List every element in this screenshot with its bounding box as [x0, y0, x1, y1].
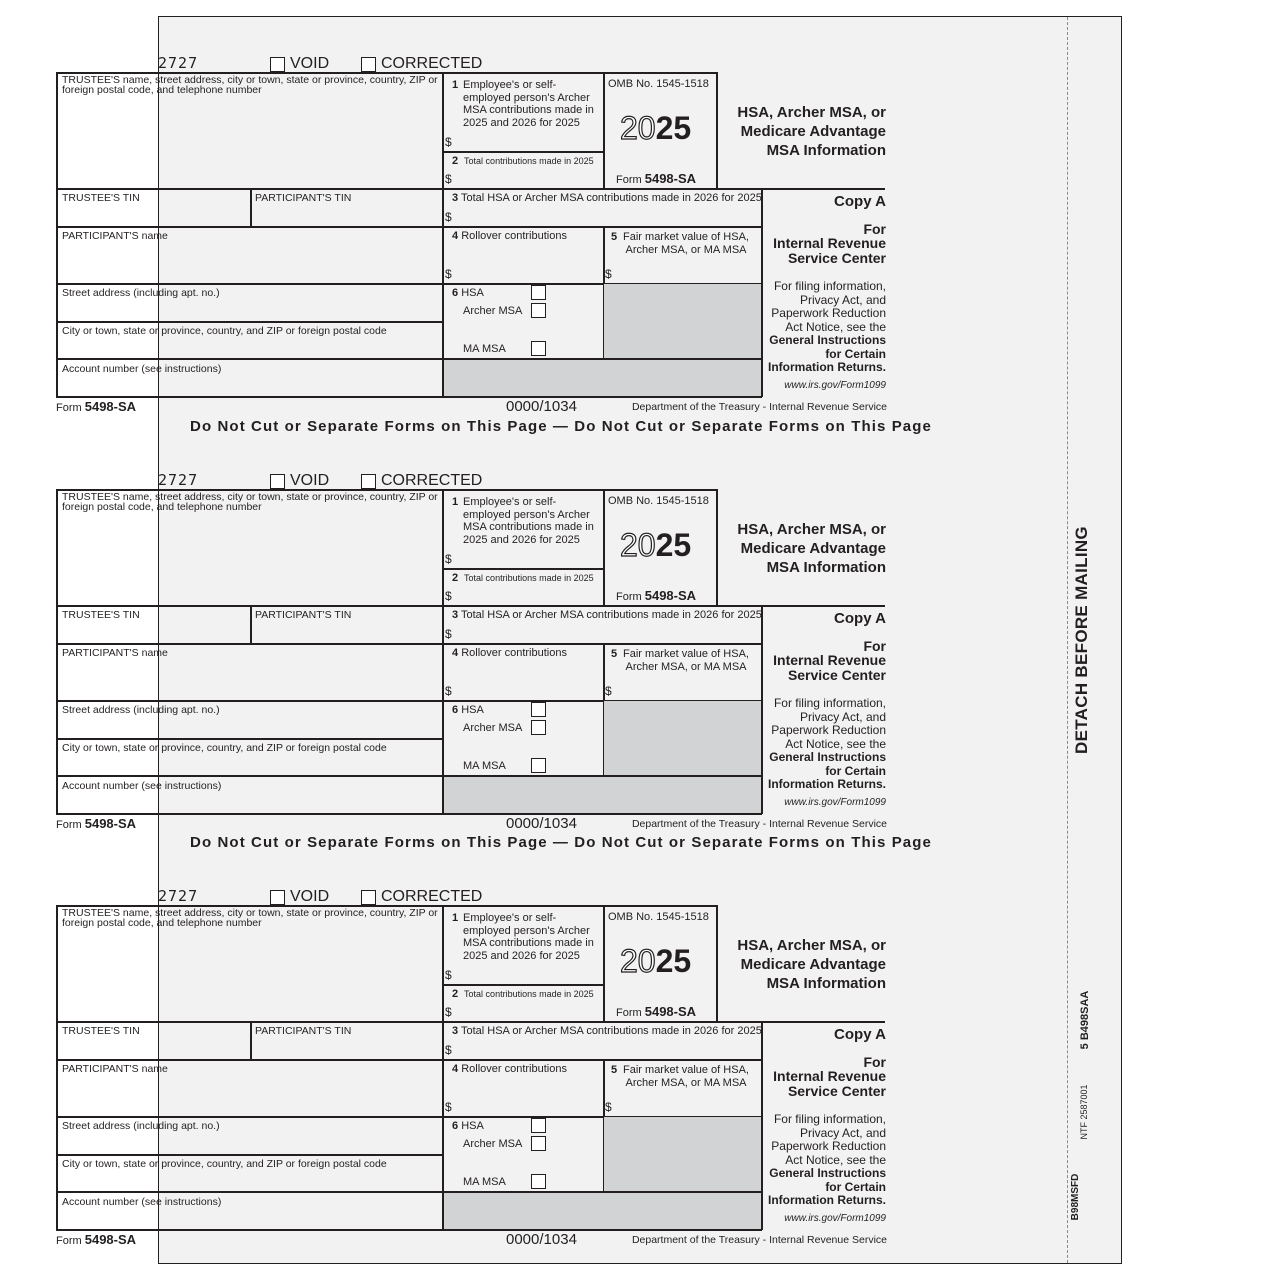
- box2-text: Total contributions made in 2025: [464, 573, 594, 583]
- box2-dollar: $: [445, 1005, 452, 1019]
- filing-notice-text: For filing information, Privacy Act, and Paperwork Reduction Act Notice, see the: [771, 696, 886, 751]
- box3-label: [452, 610, 772, 621]
- trustee-name-label: TRUSTEE'S name, street address, city or town, state or province, country, ZIP or foreign postal code, and telephone number: [62, 907, 438, 929]
- box1-number: 1: [452, 496, 459, 508]
- box2-dollar: $: [445, 172, 452, 186]
- city-label: City or town, state or province, country, and ZIP or foreign postal code: [62, 742, 387, 754]
- shaded-area: [444, 360, 761, 396]
- filing-notice-bold: General Instructions for Certain Information Returns.: [767, 1166, 886, 1207]
- hsa-checkbox[interactable]: [531, 702, 546, 717]
- street-address-label: Street address (including apt. no.): [62, 287, 220, 299]
- box2-number: 2: [452, 572, 459, 584]
- box1-dollar: $: [445, 135, 452, 149]
- side-code-ntf: NTF 2587001: [1079, 1084, 1089, 1140]
- tin-divider: [250, 1021, 252, 1059]
- box6-hsa-label: HSA: [461, 1120, 484, 1132]
- box2-label: [452, 989, 602, 1000]
- irs-center-label: Internal Revenue Service Center: [773, 235, 886, 266]
- void-checkbox[interactable]: [270, 57, 285, 72]
- account-number-field[interactable]: [58, 1209, 440, 1228]
- box4-dollar: $: [445, 684, 452, 698]
- side-code-b498saa: 5 B498SAA: [1079, 990, 1091, 1050]
- catalog-number: 0000/1034: [506, 398, 577, 415]
- archer-msa-checkbox[interactable]: [531, 1136, 546, 1151]
- department-label: Department of the Treasury - Internal Revenue Service: [631, 1234, 887, 1246]
- city-label: City or town, state or province, country, and ZIP or foreign postal code: [62, 1158, 387, 1170]
- rule: [442, 151, 604, 153]
- copy-a-rule: [717, 188, 885, 190]
- box4-number: 4: [452, 1063, 459, 1075]
- ma-msa-label: MA MSA: [463, 760, 506, 772]
- box4-label: [452, 1064, 567, 1075]
- corrected-label: CORRECTED: [381, 888, 483, 905]
- form-number: 5498-SA: [644, 1004, 697, 1019]
- box4-dollar: $: [445, 267, 452, 281]
- form-prefix: Form: [616, 1007, 642, 1019]
- shaded-area: [444, 777, 761, 813]
- street-address-field[interactable]: [58, 717, 440, 737]
- trustee-name-field[interactable]: [58, 513, 440, 603]
- city-field[interactable]: [58, 338, 440, 357]
- shaded-area: [444, 1193, 761, 1229]
- form-footer-label: [56, 1234, 136, 1247]
- tax-year-suffix: 25: [655, 943, 692, 979]
- participant-name-field[interactable]: [58, 244, 440, 282]
- box5-dollar: $: [605, 684, 612, 698]
- archer-msa-checkbox[interactable]: [531, 303, 546, 318]
- street-address-field[interactable]: [58, 300, 440, 320]
- form-prefix: Form: [616, 174, 642, 186]
- form-copy: [0, 851, 1280, 1263]
- column-divider: [442, 489, 444, 814]
- omb-number: OMB No. 1545-1518: [608, 495, 709, 507]
- archer-msa-label: Archer MSA: [463, 722, 523, 734]
- do-not-cut-text: Do Not Cut or Separate Forms on This Page — Do Not Cut or Separate Forms on This Page: [190, 834, 932, 851]
- form-number: 5498-SA: [84, 1232, 137, 1247]
- copy-a-label: Copy A: [834, 1026, 886, 1043]
- box4-number: 4: [452, 647, 459, 659]
- box6-label: [452, 705, 484, 716]
- copy-a-label: Copy A: [834, 610, 886, 627]
- box4-label: [452, 231, 567, 242]
- irs-url: www.irs.gov/Form1099: [784, 380, 886, 391]
- hsa-checkbox[interactable]: [531, 1118, 546, 1133]
- participant-name-label: PARTICIPANT'S name: [62, 647, 168, 659]
- box2-label: [452, 156, 602, 167]
- filing-notice-bold: General Instructions for Certain Information Returns.: [767, 750, 886, 791]
- rule: [442, 188, 718, 190]
- street-address-label: Street address (including apt. no.): [62, 1120, 220, 1132]
- box3-text: Total HSA or Archer MSA contributions made in 2026 for 2025: [460, 609, 762, 621]
- trustee-tin-field[interactable]: [58, 1039, 248, 1057]
- box4-text: Rollover contributions: [461, 1063, 567, 1075]
- box1-label: [452, 79, 602, 129]
- void-label: VOID: [290, 472, 330, 489]
- box1-dollar: $: [445, 552, 452, 566]
- corrected-checkbox[interactable]: [361, 57, 376, 72]
- street-address-label: Street address (including apt. no.): [62, 704, 220, 716]
- participant-tin-label: PARTICIPANT'S TIN: [255, 192, 352, 204]
- participant-tin-field[interactable]: [253, 1039, 440, 1057]
- box5-dollar: $: [605, 1100, 612, 1114]
- filing-notice-bold: General Instructions for Certain Information Returns.: [767, 333, 886, 374]
- account-number-label: Account number (see instructions): [62, 363, 222, 375]
- box3-dollar: $: [445, 627, 452, 641]
- tax-year-suffix: 25: [655, 527, 692, 563]
- irs-center-label: Internal Revenue Service Center: [773, 1068, 886, 1099]
- tax-year: [620, 111, 691, 145]
- box3-label: [452, 1026, 772, 1037]
- rule: [442, 605, 718, 607]
- box2-text: Total contributions made in 2025: [464, 156, 594, 166]
- participant-tin-field[interactable]: [253, 623, 440, 641]
- for-label: For: [863, 1054, 886, 1070]
- ma-msa-label: MA MSA: [463, 343, 506, 355]
- form-title: HSA, Archer MSA, or Medicare Advantage MSA Information: [737, 104, 886, 159]
- rule: [442, 568, 604, 570]
- box4-number: 4: [452, 230, 459, 242]
- box1-right: [603, 72, 605, 189]
- form-prefix: Form: [56, 402, 82, 414]
- tax-year-prefix: 20: [620, 110, 656, 146]
- form-footer-label: [56, 401, 136, 414]
- account-number-label: Account number (see instructions): [62, 780, 222, 792]
- archer-msa-label: Archer MSA: [463, 305, 523, 317]
- box5-text: Fair market value of HSA, Archer MSA, or MA MSA: [623, 231, 749, 256]
- tax-year-prefix: 20: [620, 527, 656, 563]
- trustee-tin-label: TRUSTEE'S TIN: [62, 1025, 140, 1037]
- column-divider: [442, 905, 444, 1230]
- hsa-checkbox[interactable]: [531, 285, 546, 300]
- form-prefix: Form: [56, 819, 82, 831]
- form-code: 2727: [158, 471, 199, 489]
- omb-box-right: [716, 72, 718, 189]
- department-label: Department of the Treasury - Internal Revenue Service: [631, 401, 887, 413]
- for-label: For: [863, 638, 886, 654]
- omb-box-right: [716, 905, 718, 1022]
- trustee-tin-label: TRUSTEE'S TIN: [62, 609, 140, 621]
- corrected-checkbox[interactable]: [361, 474, 376, 489]
- ma-msa-checkbox[interactable]: [531, 341, 546, 356]
- form-title: HSA, Archer MSA, or Medicare Advantage MSA Information: [737, 521, 886, 576]
- ma-msa-label: MA MSA: [463, 1176, 506, 1188]
- box3-number: 3: [452, 1025, 459, 1037]
- box1-dollar: $: [445, 968, 452, 982]
- rule: [442, 1021, 718, 1023]
- ma-msa-checkbox[interactable]: [531, 758, 546, 773]
- void-checkbox[interactable]: [270, 890, 285, 905]
- copy-a-rule: [717, 605, 885, 607]
- rule: [56, 643, 762, 645]
- form-copy: [0, 18, 1280, 430]
- box2-text: Total contributions made in 2025: [464, 989, 594, 999]
- ma-msa-checkbox[interactable]: [531, 1174, 546, 1189]
- box1-right: [603, 489, 605, 606]
- frame-bottom: [56, 1229, 762, 1231]
- archer-msa-label: Archer MSA: [463, 1138, 523, 1150]
- trustee-name-field[interactable]: [58, 929, 440, 1019]
- box5-number: 5: [611, 1064, 618, 1076]
- catalog-number: 0000/1034: [506, 815, 577, 832]
- box6-number: 6: [452, 1120, 459, 1132]
- rule: [56, 226, 762, 228]
- column-divider: [442, 72, 444, 397]
- copy-a-rule: [717, 1021, 885, 1023]
- frame-bottom: [56, 813, 762, 815]
- shaded-area: [604, 284, 761, 358]
- tax-year-prefix: 20: [620, 943, 656, 979]
- box6-hsa-label: HSA: [461, 704, 484, 716]
- corrected-label: CORRECTED: [381, 472, 483, 489]
- box2-number: 2: [452, 155, 459, 167]
- archer-msa-checkbox[interactable]: [531, 720, 546, 735]
- form-prefix: Form: [616, 591, 642, 603]
- for-label: For: [863, 221, 886, 237]
- box2-number: 2: [452, 988, 459, 1000]
- filing-notice: [762, 1113, 886, 1208]
- box3-text: Total HSA or Archer MSA contributions made in 2026 for 2025: [460, 192, 762, 204]
- catalog-number: 0000/1034: [506, 1231, 577, 1248]
- irs-center-label: Internal Revenue Service Center: [773, 652, 886, 683]
- participant-tin-label: PARTICIPANT'S TIN: [255, 1025, 352, 1037]
- filing-notice: [762, 697, 886, 792]
- box6-label: [452, 1121, 484, 1132]
- filing-notice-text: For filing information, Privacy Act, and Paperwork Reduction Act Notice, see the: [771, 279, 886, 334]
- account-number-label: Account number (see instructions): [62, 1196, 222, 1208]
- rule: [56, 1021, 443, 1023]
- street-address-field[interactable]: [58, 1133, 440, 1153]
- box3-number: 3: [452, 192, 459, 204]
- box5-text: Fair market value of HSA, Archer MSA, or MA MSA: [623, 648, 749, 673]
- box5-dollar: $: [605, 267, 612, 281]
- box3-dollar: $: [445, 1043, 452, 1057]
- account-number-field[interactable]: [58, 376, 440, 395]
- box6-number: 6: [452, 287, 459, 299]
- box1-right: [603, 905, 605, 1022]
- form-label-omb: [616, 590, 696, 603]
- form-label-omb: [616, 173, 696, 186]
- side-code-b98msfd: B98MSFD: [1070, 1173, 1081, 1221]
- tax-year: [620, 528, 691, 562]
- box3-number: 3: [452, 609, 459, 621]
- form-code: 2727: [158, 887, 199, 905]
- detach-before-mailing-text: DETACH BEFORE MAILING: [1072, 526, 1091, 754]
- box5-number: 5: [611, 231, 618, 243]
- box1-text: Employee's or self-employed person's Archer MSA contributions made in 2025 and 2026 for 2025: [463, 496, 594, 546]
- box4-label: [452, 648, 567, 659]
- form-label-omb: [616, 1006, 696, 1019]
- participant-name-label: PARTICIPANT'S name: [62, 1063, 168, 1075]
- participant-name-label: PARTICIPANT'S name: [62, 230, 168, 242]
- box3-text: Total HSA or Archer MSA contributions made in 2026 for 2025: [460, 1025, 762, 1037]
- box5-text: Fair market value of HSA, Archer MSA, or MA MSA: [623, 1064, 749, 1089]
- trustee-tin-field[interactable]: [58, 206, 248, 224]
- rule: [56, 738, 443, 740]
- box1-text: Employee's or self-employed person's Archer MSA contributions made in 2025 and 2026 for 2025: [463, 79, 594, 129]
- box1-label: [452, 496, 602, 546]
- box6-number: 6: [452, 704, 459, 716]
- rule: [56, 188, 443, 190]
- void-checkbox[interactable]: [270, 474, 285, 489]
- box4-text: Rollover contributions: [461, 230, 567, 242]
- city-label: City or town, state or province, country, and ZIP or foreign postal code: [62, 325, 387, 337]
- tax-year: [620, 944, 691, 978]
- rule: [442, 984, 604, 986]
- void-label: VOID: [290, 55, 330, 72]
- box5-label: [611, 1064, 761, 1089]
- trustee-name-field[interactable]: [58, 96, 440, 186]
- rule: [56, 1059, 762, 1061]
- form-title: HSA, Archer MSA, or Medicare Advantage MSA Information: [737, 937, 886, 992]
- box1-label: [452, 912, 602, 962]
- participant-name-field[interactable]: [58, 661, 440, 699]
- tin-divider: [250, 188, 252, 226]
- city-field[interactable]: [58, 755, 440, 774]
- rule: [56, 1154, 443, 1156]
- city-field[interactable]: [58, 1171, 440, 1190]
- form-copy: [0, 435, 1280, 847]
- tax-year-suffix: 25: [655, 110, 692, 146]
- trustee-name-label: TRUSTEE'S name, street address, city or town, state or province, country, ZIP or foreign postal code, and telephone number: [62, 74, 438, 96]
- form-footer-label: [56, 818, 136, 831]
- filing-notice-text: For filing information, Privacy Act, and Paperwork Reduction Act Notice, see the: [771, 1112, 886, 1167]
- box5-number: 5: [611, 648, 618, 660]
- form-number: 5498-SA: [84, 399, 137, 414]
- corrected-label: CORRECTED: [381, 55, 483, 72]
- box4-text: Rollover contributions: [461, 647, 567, 659]
- participant-tin-field[interactable]: [253, 206, 440, 224]
- box1-number: 1: [452, 912, 459, 924]
- omb-box-right: [716, 489, 718, 606]
- void-label: VOID: [290, 888, 330, 905]
- box4-dollar: $: [445, 1100, 452, 1114]
- tin-divider: [250, 605, 252, 643]
- corrected-checkbox[interactable]: [361, 890, 376, 905]
- form-number: 5498-SA: [644, 171, 697, 186]
- form-number: 5498-SA: [644, 588, 697, 603]
- box2-dollar: $: [445, 589, 452, 603]
- irs-url: www.irs.gov/Form1099: [784, 797, 886, 808]
- box3-dollar: $: [445, 210, 452, 224]
- box6-label: [452, 288, 484, 299]
- box6-hsa-label: HSA: [461, 287, 484, 299]
- omb-number: OMB No. 1545-1518: [608, 78, 709, 90]
- box5-label: [611, 648, 761, 673]
- box1-number: 1: [452, 79, 459, 91]
- frame-bottom: [56, 396, 762, 398]
- rule: [56, 321, 443, 323]
- shaded-area: [604, 1117, 761, 1191]
- account-number-field[interactable]: [58, 793, 440, 812]
- box2-label: [452, 573, 602, 584]
- filing-notice: [762, 280, 886, 375]
- do-not-cut-text: Do Not Cut or Separate Forms on This Page — Do Not Cut or Separate Forms on This Page: [190, 418, 932, 435]
- box5-label: [611, 231, 761, 256]
- omb-number: OMB No. 1545-1518: [608, 911, 709, 923]
- department-label: Department of the Treasury - Internal Revenue Service: [631, 818, 887, 830]
- copy-a-label: Copy A: [834, 193, 886, 210]
- form-number: 5498-SA: [84, 816, 137, 831]
- form-code: 2727: [158, 54, 199, 72]
- irs-url: www.irs.gov/Form1099: [784, 1213, 886, 1224]
- trustee-tin-field[interactable]: [58, 623, 248, 641]
- trustee-name-label: TRUSTEE'S name, street address, city or town, state or province, country, ZIP or foreign postal code, and telephone number: [62, 491, 438, 513]
- participant-name-field[interactable]: [58, 1077, 440, 1115]
- form-prefix: Form: [56, 1235, 82, 1247]
- box1-text: Employee's or self-employed person's Archer MSA contributions made in 2025 and 2026 for 2025: [463, 912, 594, 962]
- box3-label: [452, 193, 772, 204]
- participant-tin-label: PARTICIPANT'S TIN: [255, 609, 352, 621]
- trustee-tin-label: TRUSTEE'S TIN: [62, 192, 140, 204]
- shaded-area: [604, 701, 761, 775]
- rule: [56, 605, 443, 607]
